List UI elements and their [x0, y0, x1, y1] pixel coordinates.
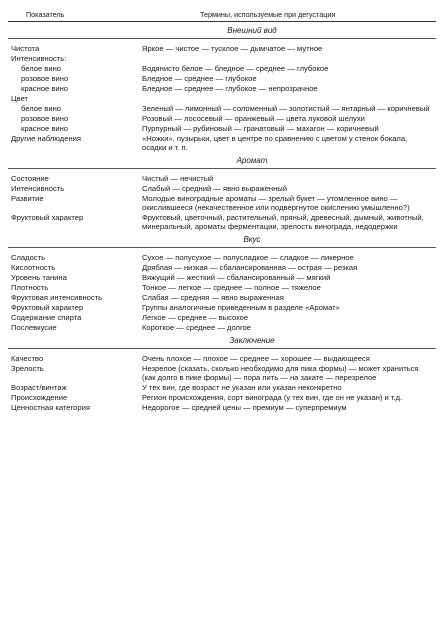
- row-label: белое вино: [21, 64, 62, 73]
- row-label: Другие наблюдения: [11, 134, 82, 143]
- row-terms: Яркое — чистое — тусклое — дымчатое — мутное: [142, 44, 323, 53]
- row-label: Фруктовый характер: [11, 213, 84, 222]
- section-title: Внешний вид: [8, 24, 436, 39]
- row-label: Ценностная категория: [11, 403, 90, 412]
- row-label: Качество: [11, 354, 44, 363]
- table-row: [8, 84, 436, 93]
- section-gap: [8, 349, 436, 353]
- table-row: [8, 293, 436, 302]
- row-label: Чистота: [11, 44, 40, 53]
- row-terms: Молодые виноградные ароматы — зрелый букет — утомленное вино — окислившееся (некачественное или подвергнутое окислению умышленно?): [142, 194, 410, 212]
- row-label: Возраст/винтаж: [11, 383, 67, 392]
- table-row: [8, 273, 436, 282]
- section-title: Вкус: [8, 233, 436, 248]
- row-label: Фруктовый характер: [11, 303, 84, 312]
- row-label: Плотность: [11, 283, 49, 292]
- table-row: [8, 283, 436, 292]
- table-row: [8, 263, 436, 272]
- table-header: [8, 4, 436, 22]
- row-terms: [136, 54, 436, 63]
- row-terms: Вяжущий — жесткий — сбалансированный — мягкий: [142, 273, 331, 282]
- row-terms: [136, 94, 436, 103]
- table-row: [8, 194, 436, 212]
- row-terms: Фруктовый, цветочный, растительный, пряный, древесный, дымный, животный, минеральный, ароматы ферментации, зрелость винограда, недодержки: [142, 213, 424, 231]
- table-row: [8, 74, 436, 83]
- row-terms: Бледное — среднее — глубокое: [142, 74, 257, 83]
- table-row: [8, 313, 436, 322]
- table-row: [8, 364, 436, 382]
- row-label: красное вино: [21, 124, 69, 133]
- row-label: Происхождение: [11, 393, 68, 402]
- table-row: [8, 44, 436, 53]
- table-row: [8, 124, 436, 133]
- table-row: [8, 134, 436, 152]
- table-row: [8, 354, 436, 363]
- row-label: красное вино: [21, 84, 69, 93]
- row-terms: «Ножки», пузырьки, цвет в центре по сравнению с цветом у стенок бокала, осадки и т. п.: [142, 134, 408, 152]
- section-gap: [8, 39, 436, 43]
- table-row: [8, 184, 436, 193]
- table-row: [8, 253, 436, 262]
- table-row: [8, 403, 436, 412]
- row-terms: Бледное — среднее — глубокое — непрозрачное: [142, 84, 318, 93]
- section-gap: [8, 169, 436, 173]
- row-terms: Тонкое — легкое — среднее — полное — тяжелое: [142, 283, 321, 292]
- table-row: [8, 64, 436, 73]
- row-label: розовое вино: [21, 114, 69, 123]
- section-title: Заключение: [8, 334, 436, 349]
- row-label: Развитие: [11, 194, 44, 203]
- row-terms: Чистый — нечистый: [142, 174, 214, 183]
- row-terms: Незрелое (сказать, сколько необходимо для пика формы) — может храниться (как долго в пике формы) — пора пить — на закате — перезрелое: [142, 364, 419, 382]
- section-gap: [8, 248, 436, 252]
- row-terms: У тех вин, где возраст не указан или указан неконкретно: [142, 383, 342, 392]
- row-terms: Регион происхождения, сорт винограда (у тех вин, где он не указан) и т.д.: [142, 393, 403, 402]
- row-label: Цвет: [11, 94, 29, 103]
- row-label: розовое вино: [21, 74, 69, 83]
- row-terms: Пурпурный — рубиновый — гранатовый — махагон — коричневый: [142, 124, 379, 133]
- table-row: [8, 174, 436, 183]
- header-parameter: Показатель: [26, 10, 65, 19]
- table-row: [8, 114, 436, 123]
- table-row: [8, 393, 436, 402]
- row-label: Состояние: [11, 174, 49, 183]
- row-terms: Сухое — полусухое — полусладкое — сладкое — ликерное: [142, 253, 354, 262]
- table-row: [8, 213, 436, 231]
- row-label: Интенсивность: [11, 184, 65, 193]
- row-terms: Розовый — лососевый — оранжевый — цвета луковой шелухи: [142, 114, 365, 123]
- table-row: [8, 303, 436, 312]
- row-terms: Короткое — среднее — долгое: [142, 323, 252, 332]
- row-terms: Водянисто белое — бледное — среднее — глубокое: [142, 64, 329, 73]
- table-row: [8, 104, 436, 113]
- table-row: [8, 323, 436, 332]
- row-terms: Группы аналогичные приведенным в разделе «Аромат»: [142, 303, 340, 312]
- row-label: Интенсивность:: [11, 54, 67, 63]
- row-label: Сладость: [11, 253, 46, 262]
- row-terms: Очень плохое — плохое — среднее — хорошее — выдающееся: [142, 354, 370, 363]
- row-terms: Недорогое — средней цены — премиум — суперпремиум: [142, 403, 347, 412]
- table-body: [8, 24, 436, 412]
- row-terms: Зеленый — лимонный — соломенный — золотистый — янтарный — коричневый: [142, 104, 430, 113]
- table-row: [8, 54, 436, 63]
- table-row: [8, 383, 436, 392]
- row-label: Зрелость: [11, 364, 44, 373]
- header-terms: Термины, используемые при дегустации: [200, 10, 336, 19]
- row-label: Послевкусие: [11, 323, 57, 332]
- table-row: [8, 94, 436, 103]
- row-label: Фруктовая интенсивность: [11, 293, 103, 302]
- row-label: Уровень танина: [11, 273, 67, 282]
- row-terms: Легкое — среднее — высокое: [142, 313, 249, 322]
- row-label: Содержание спирта: [11, 313, 82, 322]
- row-terms: Дряблая — низкая — сбалансированная — острая — резкая: [142, 263, 358, 272]
- row-terms: Слабая — средняя — явно выраженная: [142, 293, 284, 302]
- row-terms: Слабый — средний — явно выраженный: [142, 184, 288, 193]
- row-label: Кислотность: [11, 263, 56, 272]
- section-title: Аромат: [8, 154, 436, 169]
- row-label: белое вино: [21, 104, 62, 113]
- tasting-table: [8, 4, 436, 412]
